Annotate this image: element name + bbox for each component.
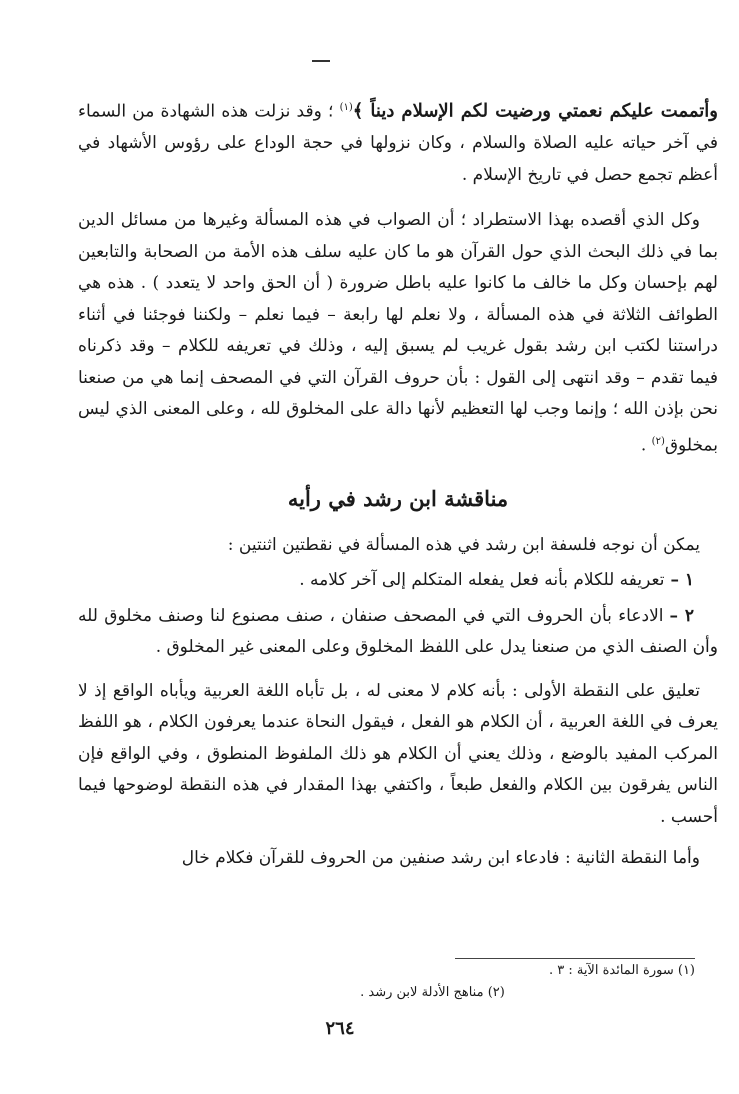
list-item-1-text: تعريفه للكلام بأنه فعل يفعله المتكلم إلى آخر كلامه . [299,570,665,591]
intro-text: ؛ وقد نزلت هذه الشهادة من السماء في آخر حياته عليه الصلاة والسلام ، وكان نزولها في حجة الوداع على رؤوس الأشهاد في أعظم تجمع حصل في تاريخ الإسلام . [78,101,718,185]
paragraph-2 [78,205,718,462]
list-item-2-text: الادعاء بأن الحروف التي في المصحف صنفان ، صنف مصنوع لنا وصنف مخلوق لله وأن الصنف الذي من صنعنا يدل على اللفظ المخلوق وعلى المعنى غير المخلوق . [78,605,718,658]
footnote-ref-1: (١) [339,102,353,113]
footnote-ref-2: (٢) [651,435,665,447]
page-body [78,92,718,875]
list-item-1 [78,565,718,597]
footnote-1: (١) سورة المائدة الآية : ٣ . [548,963,695,978]
page-number: ٢٦٤ [325,1018,355,1039]
list-item-1-number: ١ – [670,570,694,591]
footnote-divider [455,958,695,959]
top-dash-mark [312,60,330,62]
footnotes [170,960,695,1004]
list-item-2 [78,601,718,664]
section-heading: مناقشة ابن رشد في رأيه [287,485,509,511]
paragraph-5: وأما النقطة الثانية : فادعاء ابن رشد صنفين من الحروف للقرآن فكلام خال [181,848,700,869]
list-item-2-number: ٢ – [669,605,694,626]
quran-quote: وأتممت عليكم نعمتي ورضيت لكم الإسلام ديناً ﴾ [352,100,718,122]
paragraph-2-text: وكل الذي أقصده بهذا الاستطراد ؛ أن الصواب في هذه المسألة وغيرها من مسائل الدين بما في ذلك البحث الذي حول القرآن هو ما كان عليه سلف هذه الأمة من الصحابة والتابعين لهم بإحسان وكل ما خالف ما كانوا عليه باطل ضرورة ( أن الحق واحد لا يتعدد ) . هذه هي الطوائف الثلاثة في هذه المسألة ، ولا نعلم لها رابعة – فيما نعلم – ولكننا فوجئنا في أثناء دراستنا لكتب ابن رشد بقول غريب لم يسبق إليه ، وذلك في تعريفه للكلام – وقد ذكرناه فيما تقدم – وقد انتهى إلى القول : بأن حروف القرآن التي في المصحف إنما هي من صنعنا نحن بإذن الله ؛ وإنما وجب لها التعظيم لأنها دالة على المخلوق لله ، وعلى المعنى الذي ليس بمخلوق [78,210,718,456]
intro-paragraph [78,92,718,191]
paragraph-2-end: . [640,435,652,456]
paragraph-4: تعليق على النقطة الأولى : بأنه كلام لا معنى له ، بل تأباه اللغة العربية ويأباه الواقع إذ لا يعرف في اللغة العربية ، أن الكلام هو الفعل ، فيقول النحاة عندما يعرفون الكلام ، هو اللفظ المركب المفيد بالوضع ، وذلك يعني أن الكلام هو ذلك الملفوظ المنطوق ، وفي الواقع فإن الناس يفرقون بين الكلام والفعل طبعاً ، واكتفي بهذا المقدار في هذه النقطة لوضوحها فيما أحسب . [78,680,719,827]
paragraph-3: يمكن أن نوجه فلسفة ابن رشد في هذه المسألة في نقطتين اثنتين : [227,534,700,555]
footnote-2: (٢) مناهج الأدلة لابن رشد . [360,985,505,1000]
